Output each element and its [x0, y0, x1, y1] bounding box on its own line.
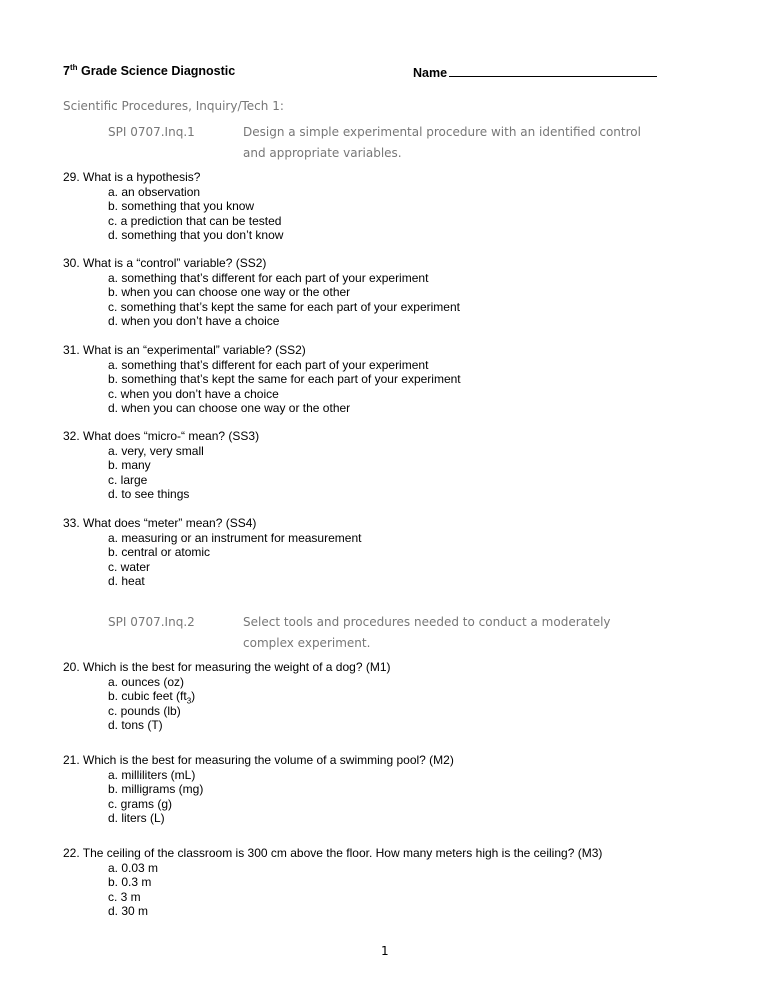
answer-option-d: d. to see things [108, 487, 190, 501]
name-blank-line[interactable] [449, 64, 657, 77]
answer-option-c: c. when you don’t have a choice [108, 386, 279, 401]
question-text: 21. Which is the best for measuring the volume of a swimming pool? (M2) [63, 753, 454, 767]
name-field [413, 64, 657, 80]
answer-option-a: a. measuring or an instrument for measurement [108, 530, 362, 545]
spi-code: SPI 0707.Inq.2 [108, 615, 195, 629]
answer-option-b: b. something that you know [108, 199, 255, 213]
title-text: Grade Science Diagnostic [77, 64, 236, 78]
section-title: Scientific Procedures, Inquiry/Tech 1: [63, 99, 284, 113]
answer-option-d: d. when you don’t have a choice [108, 314, 280, 328]
answer-option-a: a. something that’s different for each part of your experiment [108, 357, 429, 372]
question-20 [63, 660, 391, 733]
answer-option-b: b. milligrams (mg) [108, 782, 204, 796]
answer-option-d: d. tons (T) [108, 718, 163, 732]
question-text: 32. What does “micro-“ mean? (SS3) [63, 429, 260, 443]
question-21 [63, 753, 454, 826]
question-text: 33. What does “meter” mean? (SS4) [63, 516, 257, 530]
answer-option-b: b. many [108, 458, 151, 472]
answer-option-a: a. something that’s different for each part of your experiment [108, 270, 429, 285]
page-number: 1 [381, 944, 389, 958]
answer-option-a: a. very, very small [108, 443, 204, 458]
answer-option-a: a. milliliters (mL) [108, 767, 196, 782]
answer-option-d: d. liters (L) [108, 811, 165, 825]
answer-option-b-text: b. cubic feet (ft [108, 689, 187, 703]
answer-option-c: c. large [108, 472, 148, 487]
question-22 [63, 846, 602, 919]
answer-option-a: a. 0.03 m [108, 860, 159, 875]
worksheet-title [63, 64, 235, 78]
question-33 [63, 516, 361, 589]
answer-option-b: b. central or atomic [108, 545, 211, 559]
question-text: 30. What is a “control” variable? (SS2) [63, 256, 267, 270]
answer-option-c: c. something that’s kept the same for each part of your experiment [108, 299, 460, 314]
answer-option-b: b. 0.3 m [108, 875, 152, 889]
spi-standard-2 [108, 612, 668, 654]
answer-option-d: d. something that you don’t know [108, 228, 284, 242]
closing-paren: ) [191, 689, 196, 703]
answer-option-d: d. heat [108, 574, 145, 588]
answer-option-b: b. something that’s kept the same for each part of your experiment [108, 372, 461, 386]
answer-option-b: b. when you can choose one way or the other [108, 285, 351, 299]
question-29 [63, 170, 283, 243]
answer-option-c: c. 3 m [108, 889, 141, 904]
answer-option-a: a. ounces (oz) [108, 674, 185, 689]
question-31 [63, 343, 461, 416]
spi-description: Select tools and procedures needed to conduct a moderately complex experiment. [243, 615, 611, 650]
question-text: 31. What is an “experimental” variable? (SS2) [63, 343, 306, 357]
answer-option-b [63, 689, 391, 704]
spi-description: Design a simple experimental procedure with an identified control and appropriate variables. [243, 125, 641, 160]
question-32 [63, 429, 259, 502]
answer-option-d: d. 30 m [108, 904, 149, 918]
grade-number: 7 [63, 64, 70, 78]
answer-option-a: a. an observation [108, 184, 201, 199]
answer-option-c: c. grams (g) [108, 796, 173, 811]
answer-option-d: d. when you can choose one way or the other [108, 401, 351, 415]
question-text: 22. The ceiling of the classroom is 300 cm above the floor. How many meters high is the ceiling? (M3) [63, 846, 603, 860]
spi-code: SPI 0707.Inq.1 [108, 125, 195, 139]
question-text: 20. Which is the best for measuring the weight of a dog? (M1) [63, 660, 391, 674]
grade-superscript: th [69, 62, 78, 72]
answer-option-c: c. water [108, 559, 151, 574]
question-30 [63, 256, 460, 329]
spi-standard-1 [108, 122, 668, 164]
question-text: 29. What is a hypothesis? [63, 170, 201, 184]
answer-option-c: c. a prediction that can be tested [108, 213, 282, 228]
answer-option-c: c. pounds (lb) [108, 703, 181, 718]
name-label: Name [413, 66, 448, 80]
unit-subscript: 3 [186, 696, 192, 706]
